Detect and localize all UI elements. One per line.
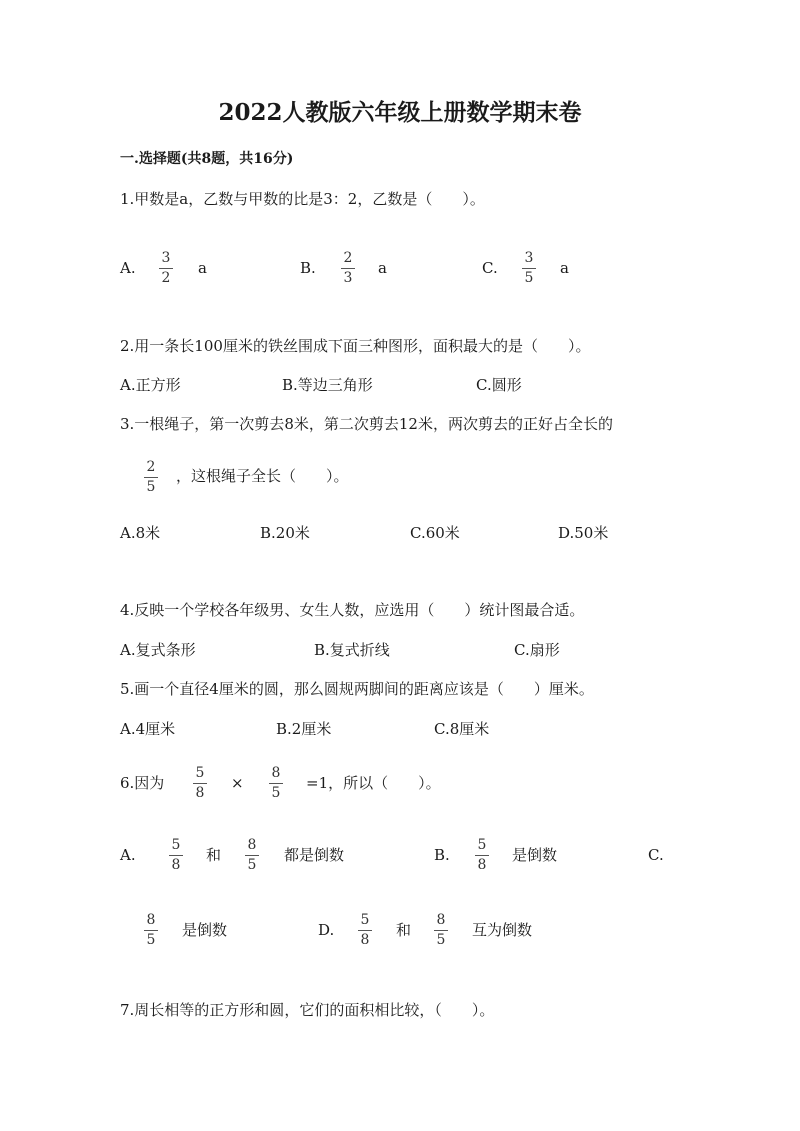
question-1-stem: 1.甲数是a，乙数与甲数的比是3：2，乙数是（ ）。 — [120, 190, 485, 208]
fraction-denominator: 8 — [195, 785, 205, 801]
q1-option-b-suffix: a — [378, 259, 387, 277]
q6-option-c-fraction — [143, 913, 159, 948]
fraction-numerator: 3 — [161, 250, 171, 266]
question-3-stem-tail: ，这根绳子全长（ ）。 — [176, 467, 349, 485]
question-5-stem: 5.画一个直径4厘米的圆，那么圆规两脚间的距离应该是（ ）厘米。 — [120, 680, 594, 698]
q6-option-a-text: 都是倒数 — [284, 846, 345, 864]
question-6-prefix: 6.因为 — [120, 774, 165, 792]
fraction-bar — [245, 855, 259, 856]
fraction-bar — [169, 855, 183, 856]
fraction-denominator: 3 — [343, 270, 353, 286]
q4-option-b: B.复式折线 — [314, 641, 390, 659]
q5-option-a: A.4厘米 — [120, 720, 176, 738]
fraction-bar — [144, 477, 158, 478]
fraction-denominator: 5 — [247, 857, 257, 873]
q1-option-b-fraction — [340, 251, 356, 286]
section-heading: 一.选择题(共8题，共16分) — [120, 151, 294, 167]
q6-option-a-label: A. — [120, 846, 136, 864]
fraction-bar — [341, 268, 355, 269]
q6-option-c-label: C. — [648, 846, 664, 864]
q1-option-a-fraction — [158, 251, 174, 286]
q1-option-c-fraction — [521, 251, 537, 286]
fraction-bar — [144, 930, 158, 931]
q6-option-d-fraction-2 — [433, 913, 449, 948]
q6-option-d-fraction-1 — [357, 913, 373, 948]
q6-option-a-and: 和 — [206, 846, 222, 864]
fraction-numerator: 5 — [195, 765, 205, 781]
q2-option-a: A.正方形 — [120, 376, 181, 394]
fraction-bar — [159, 268, 173, 269]
q6-option-b-label: B. — [434, 846, 450, 864]
q5-option-c: C.8厘米 — [434, 720, 490, 738]
fraction-denominator: 5 — [146, 479, 156, 495]
fraction-denominator: 5 — [436, 932, 446, 948]
q6-option-d-text: 互为倒数 — [472, 921, 533, 939]
q1-option-c-label: C. — [482, 259, 498, 277]
fraction-denominator: 8 — [171, 857, 181, 873]
fraction-numerator: 8 — [436, 912, 446, 928]
page-title: 2022人教版六年级上册数学期末卷 — [218, 99, 582, 126]
q6-option-d-label: D. — [318, 921, 335, 939]
times-sign: × — [231, 774, 244, 792]
fraction-bar — [434, 930, 448, 931]
fraction-numerator: 2 — [146, 459, 156, 475]
fraction-denominator: 2 — [161, 270, 171, 286]
q6-option-b-fraction — [474, 838, 490, 873]
q6-option-a-fraction-2 — [244, 838, 260, 873]
fraction-denominator: 8 — [360, 932, 370, 948]
q6-option-b-text: 是倒数 — [512, 846, 558, 864]
question-4-stem: 4.反映一个学校各年级男、女生人数，应选用（ ）统计图最合适。 — [120, 601, 585, 619]
question-7-stem: 7.周长相等的正方形和圆，它们的面积相比较，（ ）。 — [120, 1001, 495, 1019]
q1-option-c-suffix: a — [560, 259, 569, 277]
q6-option-d-and: 和 — [396, 921, 412, 939]
fraction-numerator: 8 — [146, 912, 156, 928]
question-2-stem: 2.用一条长100厘米的铁丝围成下面三种图形，面积最大的是（ ）。 — [120, 337, 591, 355]
fraction-numerator: 3 — [524, 250, 534, 266]
q1-option-a-label: A. — [120, 259, 136, 277]
fraction-bar — [269, 783, 283, 784]
fraction-numerator: 2 — [343, 250, 353, 266]
q1-option-a-suffix: a — [198, 259, 207, 277]
q2-option-b: B.等边三角形 — [282, 376, 373, 394]
q6-fraction-1 — [192, 766, 208, 801]
fraction-denominator: 8 — [477, 857, 487, 873]
q3-option-b: B.20米 — [260, 524, 310, 542]
q4-option-a: A.复式条形 — [120, 641, 196, 659]
fraction-numerator: 5 — [171, 837, 181, 853]
q2-option-c: C.圆形 — [476, 376, 522, 394]
q3-option-d: D.50米 — [558, 524, 609, 542]
fraction-denominator: 5 — [146, 932, 156, 948]
fraction-bar — [522, 268, 536, 269]
q1-option-b-label: B. — [300, 259, 316, 277]
question-6-tail: =1，所以（ ）。 — [306, 774, 441, 792]
fraction-numerator: 8 — [247, 837, 257, 853]
fraction-denominator: 5 — [271, 785, 281, 801]
fraction-numerator: 5 — [360, 912, 370, 928]
q3-option-a: A.8米 — [120, 524, 161, 542]
fraction-numerator: 5 — [477, 837, 487, 853]
fraction-bar — [475, 855, 489, 856]
q5-option-b: B.2厘米 — [276, 720, 332, 738]
q3-option-c: C.60米 — [410, 524, 460, 542]
fraction-bar — [358, 930, 372, 931]
q4-option-c: C.扇形 — [514, 641, 560, 659]
q6-option-a-fraction-1 — [168, 838, 184, 873]
fraction-numerator: 8 — [271, 765, 281, 781]
question-3-stem: 3.一根绳子，第一次剪去8米，第二次剪去12米，两次剪去的正好占全长的 — [120, 415, 613, 433]
fraction-denominator: 5 — [524, 270, 534, 286]
fraction-bar — [193, 783, 207, 784]
q3-fraction — [143, 460, 159, 495]
q6-option-c-text: 是倒数 — [182, 921, 228, 939]
q6-fraction-2 — [268, 766, 284, 801]
